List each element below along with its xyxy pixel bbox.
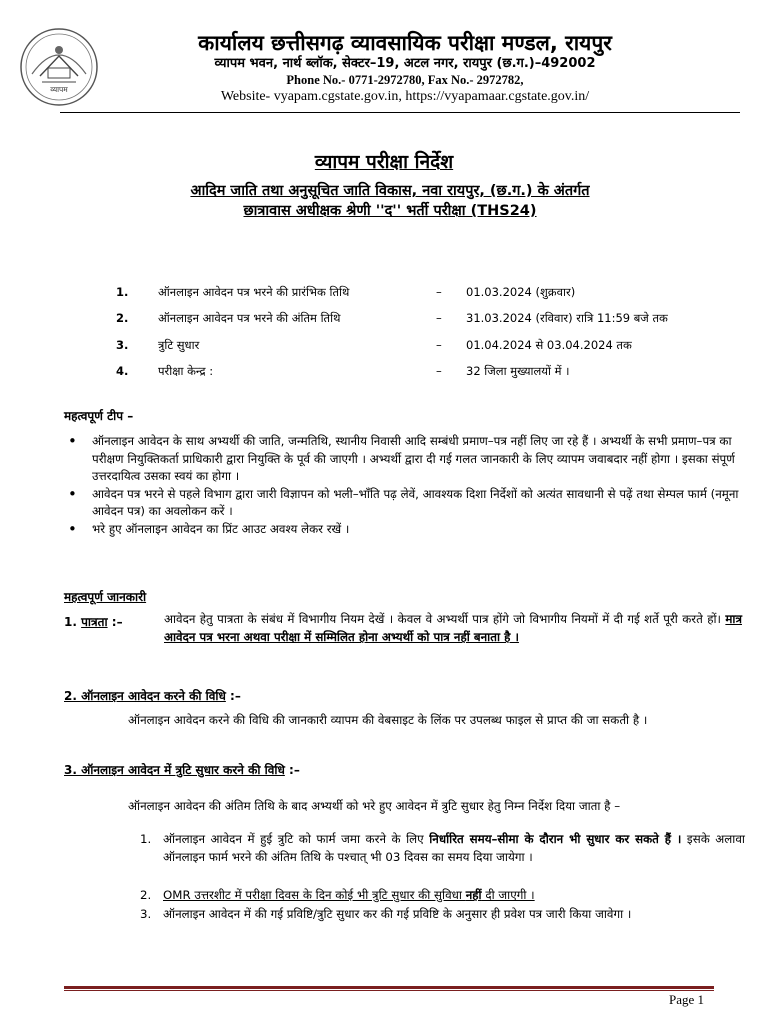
schedule-label: ऑनलाइन आवेदन पत्र भरने की प्रारंभिक तिथि [158, 285, 350, 299]
footer-rule [64, 986, 714, 989]
eligibility-label: पात्रता [81, 615, 108, 629]
document-subtitle-2: छात्रावास अधीक्षक श्रेणी ''द'' भर्ती परीक्षा (THS24) [243, 203, 537, 219]
correction-method-heading: 3. ऑनलाइन आवेदन में त्रुटि सुधार करने की विधि :– [64, 763, 300, 777]
schedule-number: 1. [116, 285, 129, 299]
schedule-value: 31.03.2024 (रविवार) रात्रि 11:59 बजे तक [466, 311, 668, 325]
eligibility-text: आवेदन हेतु पात्रता के संबंध में विभागीय नियम देखें । केवल वे अभ्यर्थी पात्र होंगे जो विभागीय नियमों में दी गई शर्ते पूरी करते हों। मात्र आवेदन पत्र भरना अथवा परीक्षा में सम्मिलित होना अभ्यर्थी को पात्र नहीं बनाता है । [164, 612, 742, 644]
office-phone: Phone No.- 0771-2972780, Fax No.- 2972782, [286, 73, 524, 87]
schedule-number: 4. [116, 364, 129, 378]
office-title: कार्यालय छत्तीसगढ़ व्यावसायिक परीक्षा मण्डल, रायपुर [198, 31, 612, 55]
schedule-row [0, 311, 768, 331]
page-number: Page 1 [669, 992, 705, 1007]
info-heading: महत्वपूर्ण जानकारी [64, 590, 147, 604]
schedule-label: त्रुटि सुधार [158, 338, 200, 352]
schedule-value: 01.03.2024 (शुक्रवार) [466, 285, 576, 299]
eligibility-number: 1. [64, 615, 77, 629]
header-divider [60, 112, 740, 113]
tips-list [64, 433, 744, 538]
correction-method-intro: ऑनलाइन आवेदन की अंतिम तिथि के बाद अभ्यर्थी को भरे हुए आवेदन में त्रुटि सुधार हेतु निम्न निर्देश दिया जाता है – [128, 799, 621, 813]
eligibility-bold-note: मात्र आवेदन पत्र भरना अथवा परीक्षा में सम्मिलित होना अभ्यर्थी को पात्र नहीं बनाता है । [164, 612, 742, 644]
schedule-label: परीक्षा केन्द्र : [158, 364, 214, 378]
tip-item: • भरे हुए ऑनलाइन आवेदन का प्रिंट आउट अवश्य लेकर रखें । [64, 521, 744, 539]
schedule-row [0, 338, 768, 358]
footer-rule-thin [64, 990, 714, 991]
correction-item: 3. ऑनलाइन आवेदन में की गई प्रविष्टि/त्रुटि सुधार कर की गई प्रविष्टि के अनुसार ही प्रवेश पत्र जारी किया जावेगा । [140, 907, 632, 921]
schedule-row [0, 364, 768, 384]
schedule-label: ऑनलाइन आवेदन पत्र भरने की अंतिम तिथि [158, 311, 341, 325]
schedule-dash: – [436, 311, 442, 325]
office-website: Website- vyapam.cgstate.gov.in, https://vyapamaar.cgstate.gov.in/ [220, 89, 590, 104]
correction-item: 1. ऑनलाइन आवेदन में हुई त्रुटि को फार्म जमा करने के लिए निर्धारित समय–सीमा के दौरान भी सुधार कर सकते हैं । इसके अलावा ऑनलाइन फार्म भरने की अंतिम तिथि के पश्चात् भी 03 दिवस का समय दिया जायेगा । [140, 832, 745, 864]
vyapam-logo [18, 26, 100, 108]
online-method-heading: 2. ऑनलाइन आवेदन करने की विधि :– [64, 689, 241, 703]
eligibility-separator: :– [107, 615, 123, 629]
tip-item: • आवेदन पत्र भरने से पहले विभाग द्वारा जारी विज्ञापन को भली–भाँति पढ़ लेवें, आवश्यक दिशा निर्देशों को अत्यंत सावधानी से पढ़ें तथा सेम्पल फार्म (नमूना आवेदन पत्र) का अवलोकन करें । [64, 486, 744, 521]
document-title: व्यापम परीक्षा निर्देश [314, 151, 454, 173]
tips-heading: महत्वपूर्ण टीप – [64, 409, 134, 423]
schedule-dash: – [436, 285, 442, 299]
schedule-value: 32 जिला मुख्यालयों में । [466, 364, 570, 378]
office-address: व्यापम भवन, नार्थ ब्लॉक, सेक्टर–19, अटल नगर, रायपुर (छ.ग.)–492002 [214, 56, 596, 71]
tip-item: • ऑनलाइन आवेदन के साथ अभ्यर्थी की जाति, जन्मतिथि, स्थानीय निवासी आदि सम्बंधी प्रमाण–पत्र नहीं लिए जा रहे हैं । अभ्यर्थी के सभी प्रमाण–पत्र का परीक्षण नियुक्तिकर्ता प्राधिकारी द्वारा नियुक्ति के पूर्व की जाएगी । अभ्यर्थी द्वारा दी गई गलत जानकारी के लिए व्यापम जवाबदार नहीं होगा । इसका संपूर्ण उत्तरदायित्व उसका स्वयं का होगा । [64, 433, 744, 486]
schedule-row [0, 285, 768, 305]
document-subtitle-1: आदिम जाति तथा अनुसूचित जाति विकास, नवा रायपुर, (छ.ग.) के अंतर्गत [190, 183, 590, 199]
correction-item: 2. OMR उत्तरशीट में परीक्षा दिवस के दिन कोई भी त्रुटि सुधार की सुविधा नहीं दी जाएगी । [140, 888, 535, 902]
online-method-text: ऑनलाइन आवेदन करने की विधि की जानकारी व्यापम की वेबसाइट के लिंक पर उपलब्ध फाइल से प्राप्त की जा सकती है । [128, 713, 648, 727]
schedule-value: 01.04.2024 से 03.04.2024 तक [466, 338, 632, 352]
schedule-number: 2. [116, 311, 129, 325]
svg-text:व्यापम: व्यापम [50, 85, 68, 94]
schedule-number: 3. [116, 338, 129, 352]
schedule-dash: – [436, 364, 442, 378]
schedule-dash: – [436, 338, 442, 352]
eligibility-heading [64, 613, 123, 630]
